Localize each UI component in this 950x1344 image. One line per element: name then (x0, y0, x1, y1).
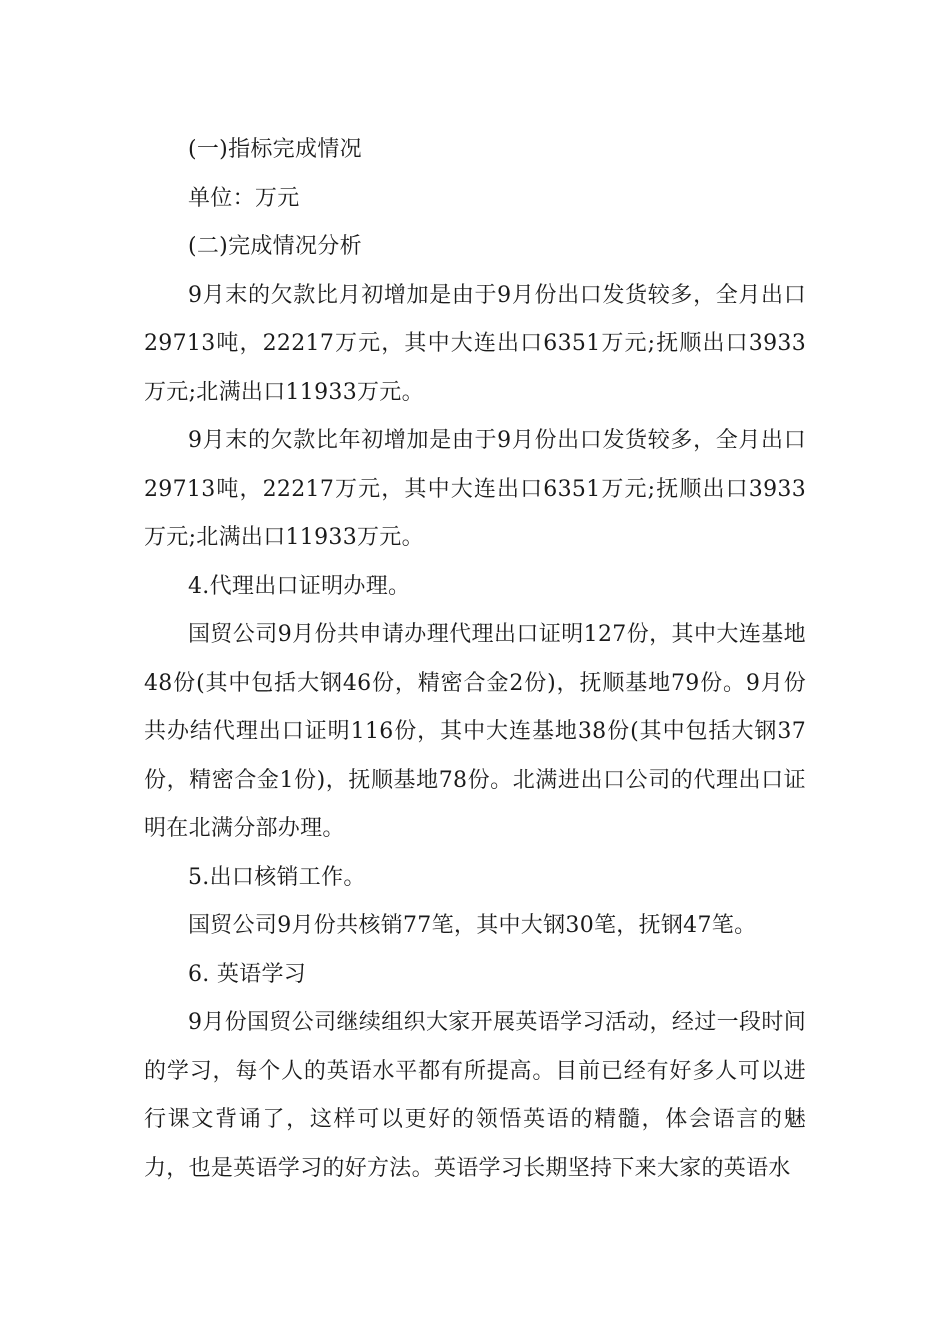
paragraph-arrears-vs-year-start: 9月末的欠款比年初增加是由于9月份出口发货较多，全月出口29713吨，22217万元，其中大连出口6351万元;抚顺出口3933万元;北满出口11933万元。 (144, 428, 806, 550)
heading-indicator-completion: (一)指标完成情况 (188, 137, 362, 162)
paragraph-agency-export-certificate: 国贸公司9月份共申请办理代理出口证明127份，其中大连基地48份(其中包括大钢46份，精密合金2份)，抚顺基地79份。9月份共办结代理出口证明116份，其中大连基地38份(其中包括大钢37份，精密合金1份)，抚顺基地78份。北满进出口公司的代理出口证明在北满分部办理。 (144, 622, 806, 841)
heading-english-study: 6. 英语学习 (188, 961, 307, 987)
paragraph-english-study: 9月份国贸公司继续组织大家开展英语学习活动，经过一段时间的学习，每个人的英语水平都有所提高。目前已经有好多人可以进行课文背诵了，这样可以更好的领悟英语的精髓，体会语言的魅力，也是英语学习的好方法。英语学习长期坚持下来大家的英语水 (144, 1010, 806, 1181)
heading-export-verification: 5.出口核销工作。 (188, 864, 366, 890)
heading-completion-analysis: (二)完成情况分析 (188, 234, 362, 259)
heading-agency-export-certificate: 4.代理出口证明办理。 (188, 573, 411, 599)
paragraph-export-verification: 国贸公司9月份共核销77笔，其中大钢30笔，抚钢47笔。 (188, 913, 757, 938)
unit-label: 单位：万元 (188, 185, 300, 211)
paragraph-arrears-vs-month-start: 9月末的欠款比月初增加是由于9月份出口发货较多，全月出口29713吨，22217万元，其中大连出口6351万元;抚顺出口3933万元;北满出口11933万元。 (144, 282, 806, 405)
